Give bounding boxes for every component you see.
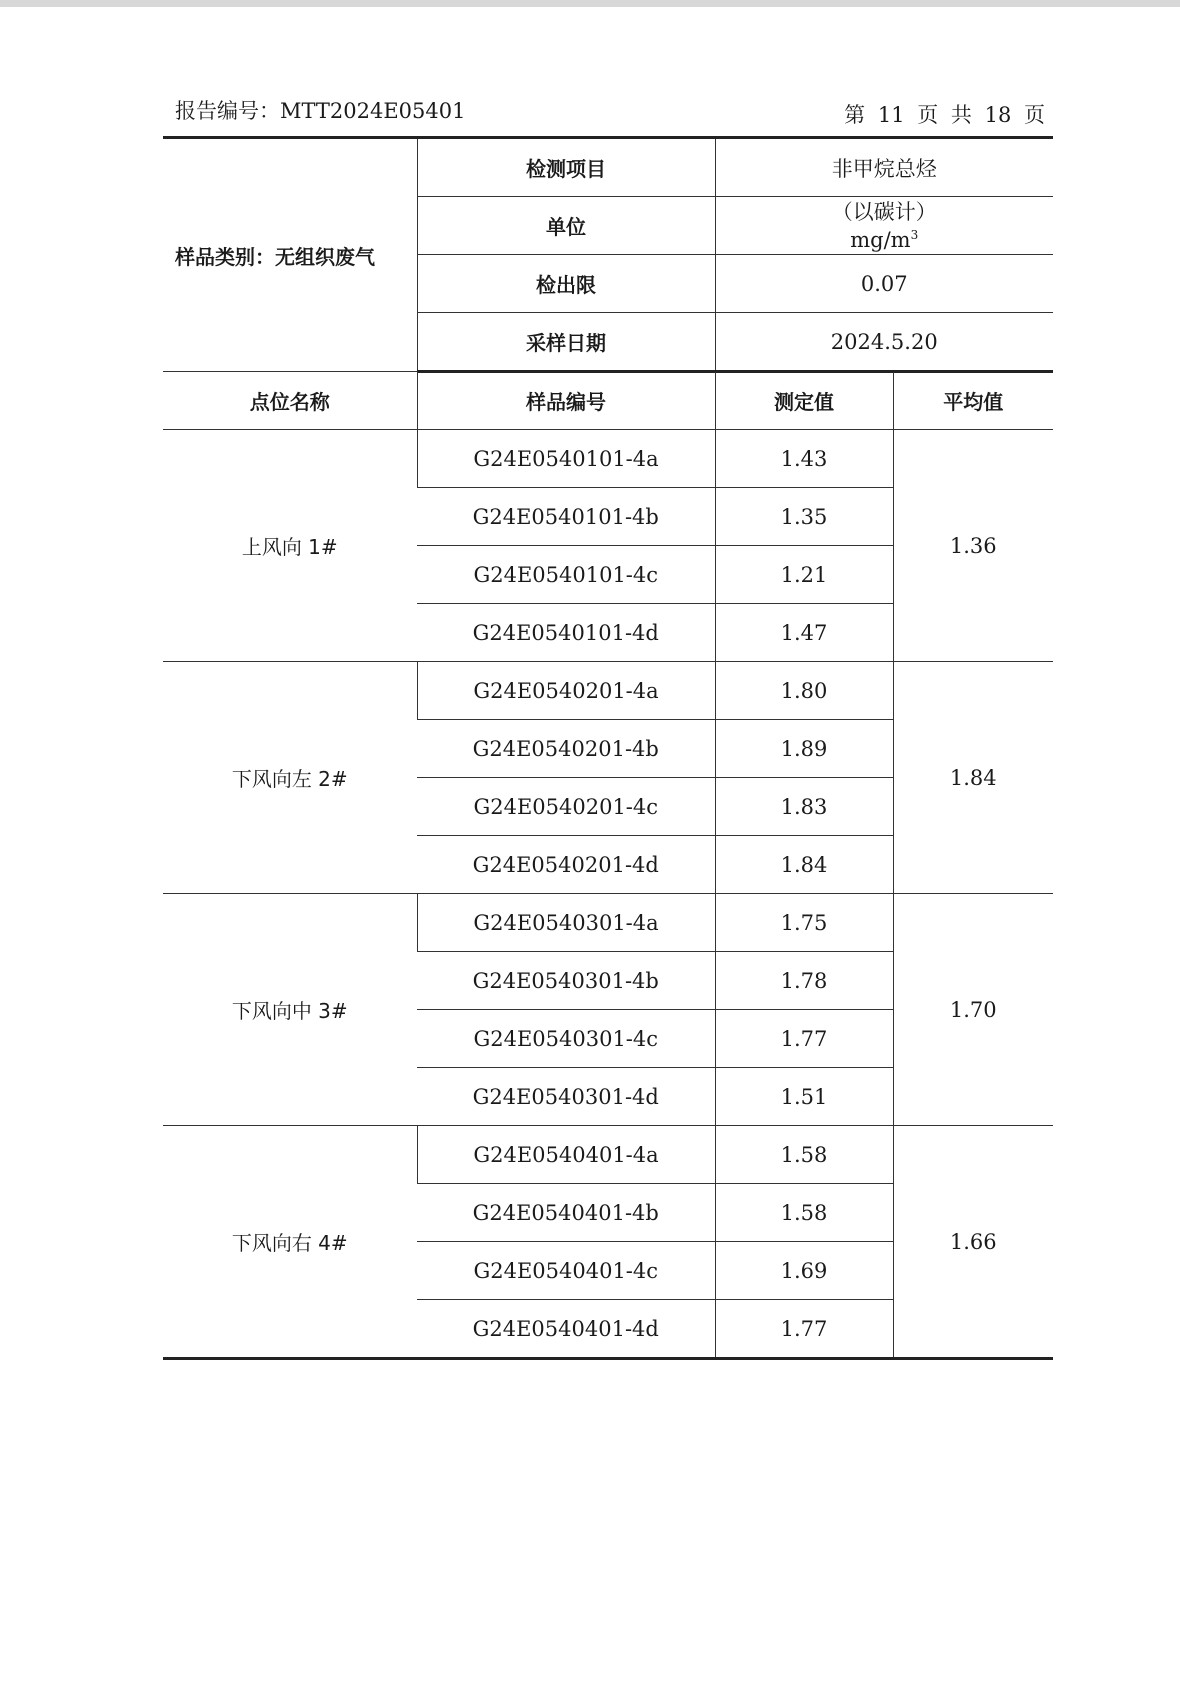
sample-id: G24E0540301-4a: [417, 894, 715, 952]
table-row: [163, 1126, 1053, 1184]
point-name: 下风向左 2#: [163, 662, 417, 894]
point-name: 上风向 1#: [163, 430, 417, 662]
meta-value: 0.07: [715, 255, 1053, 313]
meta-value-unit: [715, 197, 1053, 255]
report-number-label: 报告编号：: [175, 99, 280, 123]
report-number: [175, 95, 465, 125]
sample-id: G24E0540301-4b: [417, 952, 715, 1010]
meta-label: 检测项目: [417, 139, 715, 197]
unit-superscript: 3: [910, 228, 919, 242]
sample-id: G24E0540401-4a: [417, 1126, 715, 1184]
sample-id: G24E0540101-4c: [417, 546, 715, 604]
sample-category: 样品类别：无组织废气: [163, 139, 417, 372]
unit-text: mg/m: [850, 228, 911, 252]
point-name: 下风向右 4#: [163, 1126, 417, 1359]
column-header: 样品编号: [417, 372, 715, 430]
sample-id: G24E0540301-4d: [417, 1068, 715, 1126]
page-number: 第 11 页 共 18 页: [844, 103, 1045, 127]
measured-value: 1.58: [715, 1184, 893, 1242]
sample-id: G24E0540401-4c: [417, 1242, 715, 1300]
measured-value: 1.80: [715, 662, 893, 720]
average-value: 1.66: [893, 1126, 1053, 1359]
table-body: [163, 430, 1053, 1359]
point-name: 下风向中 3#: [163, 894, 417, 1126]
sample-id: G24E0540101-4a: [417, 430, 715, 488]
unit-note: （以碳计）: [831, 200, 937, 224]
average-value: 1.84: [893, 662, 1053, 894]
unit-value: [716, 224, 1054, 251]
table-row: [163, 894, 1053, 952]
average-value: 1.70: [893, 894, 1053, 1126]
scan-edge: [0, 0, 1180, 7]
page-header: [175, 95, 1045, 131]
measured-value: 1.83: [715, 778, 893, 836]
meta-table: [163, 139, 1053, 373]
meta-value: 2024.5.20: [715, 313, 1053, 372]
measured-value: 1.77: [715, 1010, 893, 1068]
measured-value: 1.21: [715, 546, 893, 604]
measured-value: 1.58: [715, 1126, 893, 1184]
column-header: 点位名称: [163, 372, 417, 430]
measured-value: 1.75: [715, 894, 893, 952]
measured-value: 1.78: [715, 952, 893, 1010]
column-header: 测定值: [715, 372, 893, 430]
meta-label: 检出限: [417, 255, 715, 313]
measured-value: 1.35: [715, 488, 893, 546]
results-table: [163, 372, 1053, 1360]
sample-id: G24E0540201-4a: [417, 662, 715, 720]
sample-id: G24E0540401-4d: [417, 1300, 715, 1359]
sample-id: G24E0540201-4c: [417, 778, 715, 836]
sample-id: G24E0540201-4d: [417, 836, 715, 894]
measured-value: 1.77: [715, 1300, 893, 1359]
sample-id: G24E0540101-4d: [417, 604, 715, 662]
meta-label: 采样日期: [417, 313, 715, 372]
measured-value: 1.51: [715, 1068, 893, 1126]
report-number-value: MTT2024E05401: [280, 99, 466, 123]
meta-row: [163, 139, 1053, 197]
sample-id: G24E0540201-4b: [417, 720, 715, 778]
measured-value: 1.43: [715, 430, 893, 488]
average-value: 1.36: [893, 430, 1053, 662]
column-header: 平均值: [893, 372, 1053, 430]
sample-id: G24E0540301-4c: [417, 1010, 715, 1068]
measured-value: 1.84: [715, 836, 893, 894]
table-row: [163, 430, 1053, 488]
table-header-row: [163, 372, 1053, 430]
sample-id: G24E0540101-4b: [417, 488, 715, 546]
measured-value: 1.89: [715, 720, 893, 778]
measured-value: 1.47: [715, 604, 893, 662]
measured-value: 1.69: [715, 1242, 893, 1300]
meta-value: 非甲烷总烃: [715, 139, 1053, 197]
table-row: [163, 662, 1053, 720]
sample-id: G24E0540401-4b: [417, 1184, 715, 1242]
meta-label: 单位: [417, 197, 715, 255]
